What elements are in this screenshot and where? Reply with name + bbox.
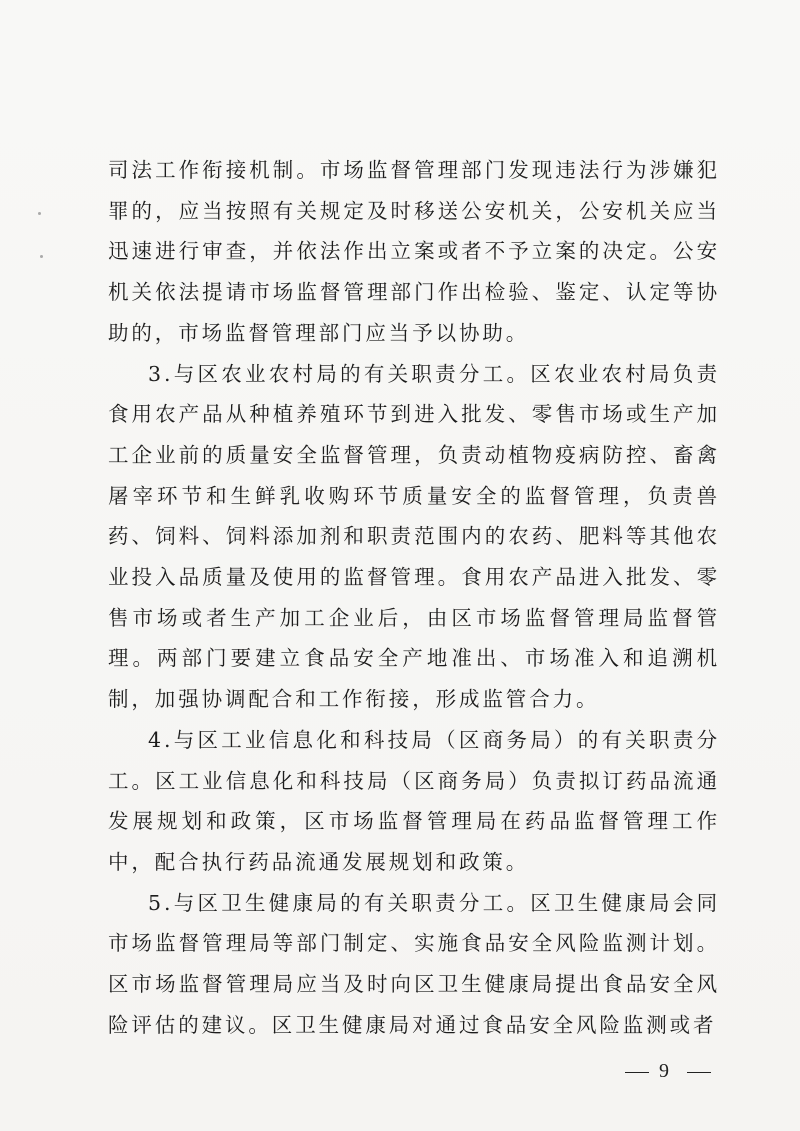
body-text [108,150,720,1045]
paragraph-4: 5.与区卫生健康局的有关职责分工。区卫生健康局会同市场监督管理局等部门制定、实施食品安全风险监测计划。区市场监督管理局应当及时向区卫生健康局提出食品安全风险评估的建议。区卫生健康局对通过食品安全风险监测或者 [108,890,720,1037]
paragraph-1: 司法工作衔接机制。市场监督管理部门发现违法行为涉嫌犯罪的，应当按照有关规定及时移送公安机关，公安机关应当迅速进行审查，并依法作出立案或者不予立案的决定。公安机关依法提请市场监督管理部门作出检验、鉴定、认定等协助的，市场监督管理部门应当予以协助。 [108,158,720,345]
scan-speck [40,255,43,258]
paragraph-3: 4.与区工业信息化和科技局（区商务局）的有关职责分工。区工业信息化和科技局（区商务局）负责拟订药品流通发展规划和政策，区市场监督管理局在药品监督管理工作中，配合执行药品流通发展规划和政策。 [108,727,720,874]
page-number-dash-right [687,1072,711,1073]
page-number [618,1060,718,1083]
page-number-dash-left [625,1072,649,1073]
scan-speck [38,212,41,215]
paragraph-2: 3.与区农业农村局的有关职责分工。区农业农村局负责食用农产品从种植养殖环节到进入批发、零售市场或生产加工企业前的质量安全监督管理，负责动植物疫病防控、畜禽屠宰环节和生鲜乳收购环节质量安全的监督管理，负责兽药、饲料、饲料添加剂和职责范围内的农药、肥料等其他农业投入品质量及使用的监督管理。食用农产品进入批发、零售市场或者生产加工企业后，由区市场监督管理局监督管理。两部门要建立食品安全产地准出、市场准入和追溯机制，加强协调配合和工作衔接，形成监管合力。 [108,361,720,712]
page-number-value: 9 [659,1060,677,1082]
